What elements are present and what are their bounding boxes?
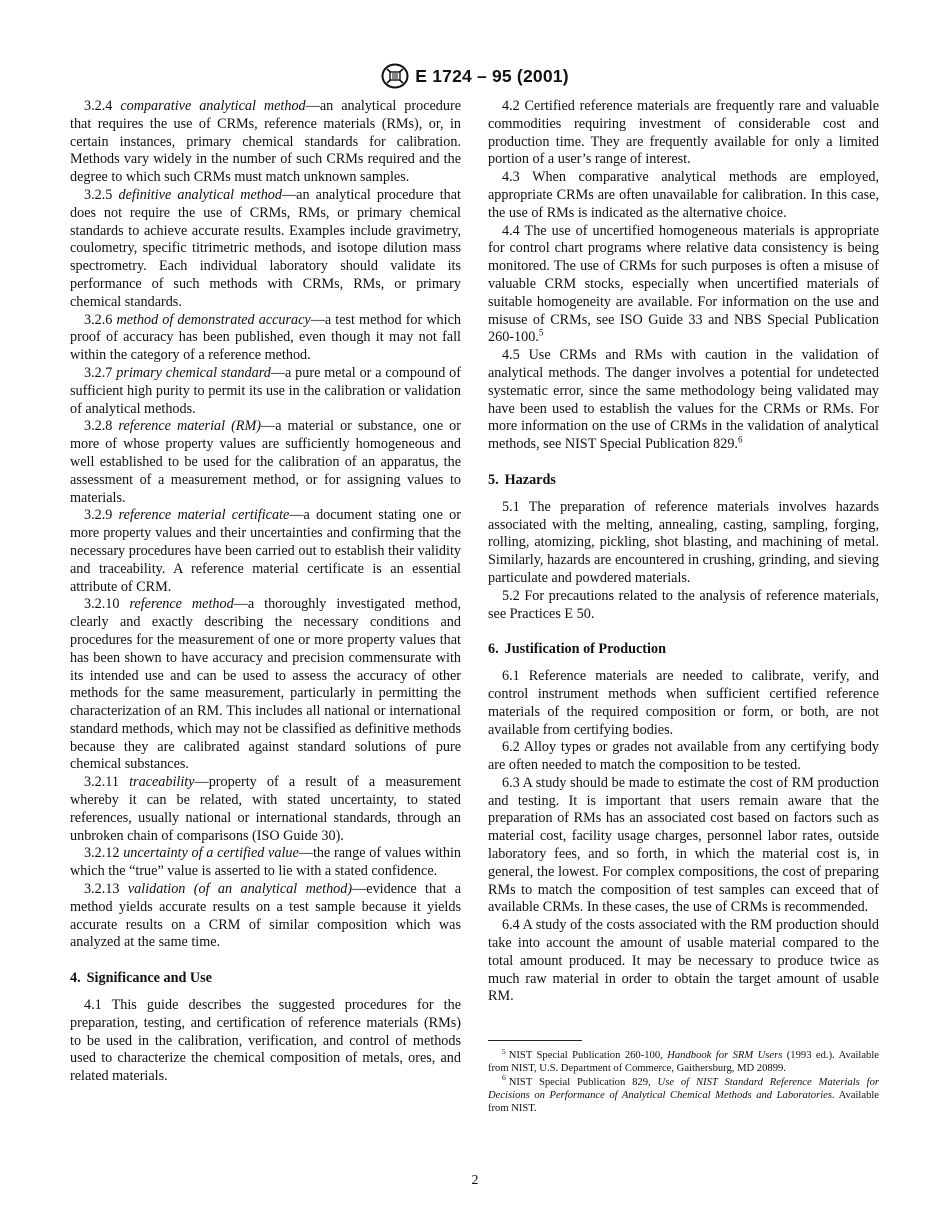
footnote-5: $^5$ NIST Special Publication 260-100, Handbook for SRM Users (1993 ed.). Available from NIST, U.S. Department of Commerce, Gaithersburg, MD 20899.	[488, 1046, 879, 1075]
paragraph-6-1: 6.1 Reference materials are needed to calibrate, verify, and control instrument methods when sufficient certified reference materials of the required composition or form, or both, are not available from certifying bodies.	[488, 668, 879, 738]
paragraph-3-2-8: 3.2.8 reference material (RM)—a material or substance, one or more of whose property values are sufficiently homogeneous and well established to be used for the calibration of an apparatus, the assessment of a measurement method, or for assigning values to materials.	[70, 418, 462, 506]
paragraph-6-2: 6.2 Alloy types or grades not available from any certifying body are often needed to match the composition to be tested.	[488, 739, 880, 774]
paragraph-3-2-11: 3.2.11 traceability—property of a result of a measurement whereby it can be related, with stated uncertainty, to stated references, usually national or international standards, through an unbroken chain of comparisons (ISO Guide 30).	[70, 774, 462, 844]
paragraph-3-2-10: 3.2.10 reference method—a thoroughly investigated method, clearly and exactly describing the necessary conditions and procedures for the measurement of one or more property values that has been shown to have accuracy and precision commensurate with its intended use and can be used to assess the accuracy of other methods for the same measurement, particularly in permitting the characterization of an RM. This includes all national or international standard methods, which may not be classified as definitive methods because they are calibrated against standard solutions of pure chemical substances.	[70, 596, 461, 773]
paragraph-3-2-4: 3.2.4 comparative analytical method—an analytical procedure that requires the use of CRMs, reference materials (RMs), or, in certain instances, primary chemical standards for calibration. Methods vary widely in the number of such CRMs required and the degree to which such CRMs must match unknown samples.	[70, 98, 461, 186]
section-heading-6: 6. Justification of Production	[488, 641, 666, 658]
paragraph-5-1: 5.1 The preparation of reference materials involves hazards associated with the melting, annealing, casting, sampling, forging, rolling, atomizing, pickling, shot blasting, and machining of metal. Similarly, hazards are encountered in crushing, grinding, and sieving particulate and powdered materials.	[488, 498, 879, 586]
paragraph-3-2-7: 3.2.7 primary chemical standard—a pure metal or a compound of sufficient high purity to permit its use in the calibration or validation of analytical methods.	[70, 364, 461, 417]
astm-logo-icon	[381, 63, 409, 89]
footnote-6: $^6$ NIST Special Publication 829, Use of NIST Standard Reference Materials for Decisions on Performance of Analytical Chemical Methods and Laboratories. Available from NIST.	[488, 1073, 880, 1115]
footnote-ref-6: 6	[737, 434, 743, 445]
footnote-divider	[488, 1040, 582, 1041]
standard-designation: E 1724 – 95 (2001)	[415, 65, 569, 86]
paragraph-5-2: 5.2 For precautions related to the analysis of reference materials, see Practices E 50.	[488, 587, 880, 622]
paragraph-3-2-6: 3.2.6 method of demonstrated accuracy—a test method for which proof of accuracy has been published, even though it may not fall within the category of a reference method.	[70, 311, 461, 364]
right-column	[488, 98, 879, 1115]
paragraph-4-4: 4.4 The use of uncertified homogeneous materials is appropriate for control chart programs where relative data consistency is being monitored. The use of CRMs for such purposes is often a misuse of valuable CRM stocks, especially when uncertified materials of suitable homogeneity are available. For information on the use and misuse of CRMs, see ISO Guide 33 and NBS Special Publication 260-100.$^5$	[488, 222, 879, 346]
left-column	[70, 98, 461, 1086]
paragraph-4-2: 4.2 Certified reference materials are frequently rare and valuable commodities requiring investment of considerable cost and production time. They are frequently available for only a limited portion of a user’s range of interest.	[488, 98, 879, 168]
page-header	[0, 62, 950, 90]
paragraph-3-2-13: 3.2.13 validation (of an analytical method)—evidence that a method yields accurate results on a test sample because it yields accurate results on a CRM of similar composition which was analyzed at the same time.	[70, 881, 462, 951]
paragraph-4-5: 4.5 Use CRMs and RMs with caution in the validation of analytical methods. The danger involves a potential for undetected systematic error, since the same methodology being validated may have been used to establish the values for the CRMs or RMs. For more information on the use of CRMs in the validation of analytical methods, see NIST Special Publication 829.$^6$	[488, 347, 880, 453]
paragraph-6-3: 6.3 A study should be made to estimate the cost of RM production and testing. It is important that users remain aware that the preparation of RMs has an associated cost based on factors such as material cost, facility usage charges, personnel labor rates, outside laboratory fees, and so forth, in which the material cost is, in general, the lowest. For complex compositions, the cost of preparing RMs to match the composition of test samples can exceed that of available CRMs. In these cases, the use of CRMs is recommended.	[488, 774, 879, 916]
paragraph-4-3: 4.3 When comparative analytical methods are employed, appropriate CRMs are often unavailable for calibration. In this case, the use of RMs is indicated as the alternative choice.	[488, 169, 879, 221]
paragraph-3-2-5: 3.2.5 definitive analytical method—an analytical procedure that does not require the use of CRMs, RMs, or primary chemical standards to achieve accurate results. Examples include gravimetry, coulometry, specific titrimetric methods, and isotope dilution mass spectrometry. Each individual laboratory should validate its performance of such methods with CRMs, RMs, or primary chemical standards.	[70, 186, 461, 310]
footnote-ref-5: 5	[538, 327, 544, 338]
section-heading-4: 4. Significance and Use	[70, 970, 212, 987]
paragraph-3-2-12: 3.2.12 uncertainty of a certified value—the range of values within which the “true” value is asserted to lie with a stated confidence.	[70, 845, 461, 880]
section-heading-5: 5. Hazards	[488, 471, 556, 488]
paragraph-4-1: 4.1 This guide describes the suggested procedures for the preparation, testing, and certification of reference materials (RMs) to be used in the calibration, verification, and control of methods used to characterize the chemical composition of metals, ores, and related materials.	[70, 997, 461, 1085]
page-number: 2	[471, 1173, 479, 1188]
paragraph-3-2-9: 3.2.9 reference material certificate—a document stating one or more property values and their uncertainties and confirming that the necessary procedures have been carried out to establish their validity and traceability. A reference material certificate is an essential attribute of CRM.	[70, 507, 461, 595]
paragraph-6-4: 6.4 A study of the costs associated with the RM production should take into account the amount of usable material compared to the total amount produced. It may be necessary to produce twice as much raw material in order to obtain the target amount of usable RM.	[488, 917, 879, 1005]
